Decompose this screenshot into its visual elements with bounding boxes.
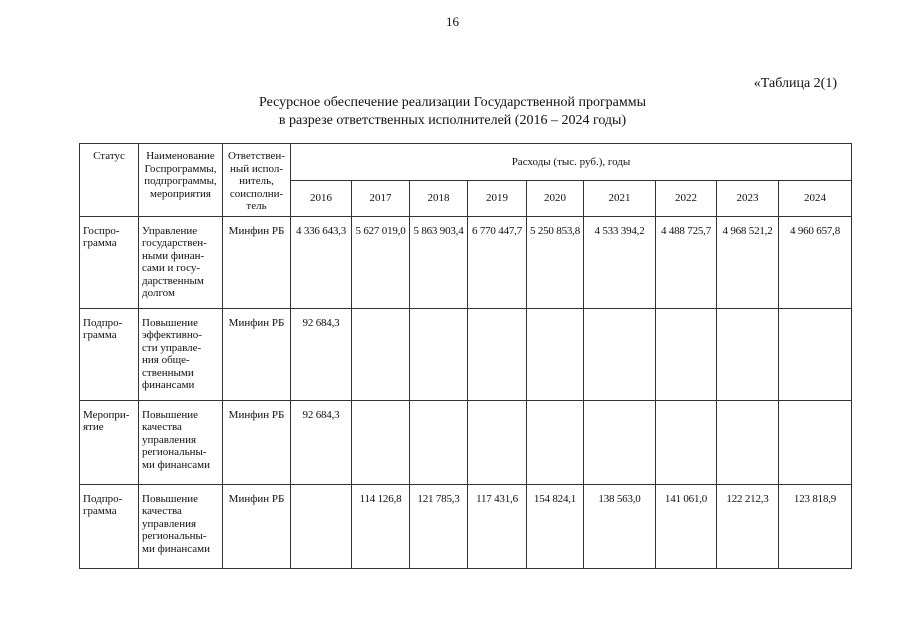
header-status: Статус [80,144,139,217]
header-year: 2017 [352,181,410,216]
status-line: грамма [83,237,117,249]
header-executor-line: нитель, [239,175,274,187]
executor-cell: Минфин РБ [223,400,291,484]
value-cell: 123 818,9 [779,484,852,568]
title-line-2: в разрезе ответственных исполнителей (2016 – 2024 годы) [278,113,627,128]
value-cell [410,308,468,400]
table-row [80,216,852,308]
value-cell: 154 824,1 [527,484,584,568]
value-cell [291,484,352,568]
page-number: 16 [446,14,459,29]
value-cell: 92 684,3 [291,400,352,484]
value-cell [779,308,852,400]
header-name-line: подпрограммы, [144,175,217,187]
status-cell [80,216,139,308]
name-line: ми финансами [142,542,211,555]
name-line: Повышение [142,492,199,505]
header-name [139,144,223,217]
value-cell: 138 563,0 [584,484,656,568]
value-cell: 117 431,6 [468,484,527,568]
value-cell: 4 488 725,7 [656,216,717,308]
name-line: ми финансами [142,458,211,471]
header-year: 2019 [468,181,527,216]
executor-cell: Минфин РБ [223,216,291,308]
header-name-line: мероприятия [150,187,211,200]
name-line: ными финан- [142,249,205,262]
executor-cell: Минфин РБ [223,308,291,400]
table-row [80,400,852,484]
value-cell [527,400,584,484]
name-line: ния обще- [142,354,190,366]
header-executor [223,144,291,217]
header-year: 2021 [584,181,656,216]
value-cell [527,308,584,400]
value-cell: 92 684,3 [291,308,352,400]
header-name-line: Наименование [146,150,215,162]
value-cell [656,400,717,484]
name-line: ственными [142,366,194,379]
status-line: Подпро- [83,316,123,329]
budget-table [79,143,852,569]
header-year: 2022 [656,181,717,216]
header-year: 2023 [717,181,779,216]
name-cell [139,400,223,484]
name-cell [139,484,223,568]
value-cell: 141 061,0 [656,484,717,568]
name-line: управления [142,433,197,446]
value-cell: 4 960 657,8 [779,216,852,308]
name-line: государствен- [142,237,207,249]
executor-cell: Минфин РБ [223,484,291,568]
table-row [80,308,852,400]
value-cell [717,400,779,484]
value-cell: 4 336 643,3 [291,216,352,308]
status-line: Госпро- [83,224,120,237]
name-cell [139,308,223,400]
header-year: 2020 [527,181,584,216]
status-line: грамма [83,505,117,517]
value-cell [584,400,656,484]
name-line: Управление [142,224,198,237]
value-cell: 6 770 447,7 [468,216,527,308]
status-cell [80,308,139,400]
header-executor-line: соисполни- [229,187,284,200]
value-cell [352,308,410,400]
name-line: качества [142,505,182,517]
name-line: качества [142,421,182,433]
status-line: ятие [83,421,104,433]
value-cell: 122 212,3 [717,484,779,568]
value-cell [410,400,468,484]
name-line: финансами [142,379,195,391]
name-line: Повышение [142,408,199,421]
value-cell: 5 250 853,8 [527,216,584,308]
status-cell [80,400,139,484]
value-cell [717,308,779,400]
name-line: сами и госу- [142,262,201,274]
header-executor-line: ный испол- [229,162,284,175]
value-cell: 4 533 394,2 [584,216,656,308]
value-cell: 5 863 903,4 [410,216,468,308]
value-cell [468,308,527,400]
value-cell [656,308,717,400]
status-cell [80,484,139,568]
name-line: сти управле- [142,341,202,354]
value-cell: 114 126,8 [352,484,410,568]
header-year: 2016 [291,181,352,216]
title-line-1: Ресурсное обеспечение реализации Государственной программы [258,95,647,110]
header-executor-line: тель [246,200,267,212]
status-line: Подпро- [83,492,123,505]
name-line: региональны- [142,530,207,542]
header-name-line: Госпрограммы, [144,162,217,175]
status-line: грамма [83,329,117,341]
header-year: 2018 [410,181,468,216]
status-line: Меропри- [83,408,130,421]
name-line: эффективно- [142,329,202,341]
value-cell [584,308,656,400]
value-cell [468,400,527,484]
value-cell: 121 785,3 [410,484,468,568]
name-line: региональны- [142,446,207,458]
table-reference: «Таблица 2(1) [753,76,837,91]
value-cell [352,400,410,484]
name-line: Повышение [142,316,199,329]
name-line: дарственным [142,274,204,287]
header-expenses: Расходы (тыс. руб.), годы [291,144,852,181]
table-row [80,484,852,568]
header-executor-line: Ответствен- [228,150,285,162]
value-cell [779,400,852,484]
name-line: управления [142,517,197,530]
name-line: долгом [142,287,175,299]
header-year: 2024 [779,181,852,216]
document-title [0,94,905,130]
value-cell: 5 627 019,0 [352,216,410,308]
name-cell [139,216,223,308]
value-cell: 4 968 521,2 [717,216,779,308]
